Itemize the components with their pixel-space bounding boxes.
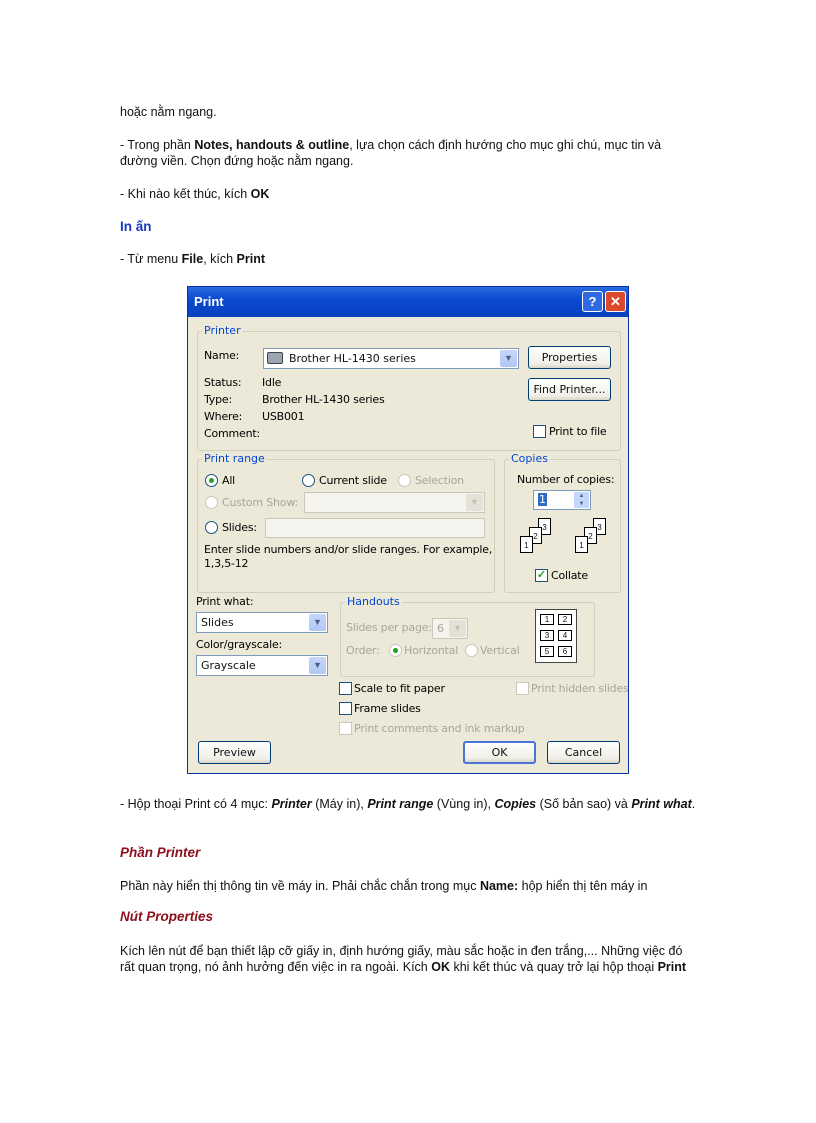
comment-label: Comment: [204, 427, 260, 440]
print-step: - Từ menu File, kích Print [120, 252, 266, 266]
vertical-label: Vertical [480, 644, 520, 657]
chevron-down-icon: ▼ [500, 350, 517, 367]
range-help-example: 1,3,5-12 [204, 557, 249, 570]
vertical-radio[interactable] [465, 644, 478, 657]
dialog-caption: - Hộp thoại Print có 4 mục: Printer (Máy in), Print range (Vùng in), Copies (Số bản sao) và Print what. [120, 797, 696, 811]
printer-legend: Printer [204, 324, 241, 337]
all-label: All [222, 474, 236, 487]
dialog-titlebar [188, 287, 628, 317]
current-slide-label: Current slide [319, 474, 387, 487]
selection-radio[interactable] [398, 474, 411, 487]
custom-show-select[interactable] [304, 492, 485, 513]
printer-section-paragraph: Phần này hiển thị thông tin về máy in. Phải chắc chắn trong mục Name: hộp hiển thị tên máy in [120, 879, 648, 893]
chevron-down-icon: ▼ [466, 494, 483, 511]
print-range-legend: Print range [204, 452, 265, 465]
status-label: Status: [204, 376, 242, 389]
scale-to-fit-checkbox[interactable] [339, 682, 352, 695]
color-grayscale-label: Color/grayscale: [196, 638, 283, 651]
spin-down-icon[interactable]: ▼ [574, 500, 589, 508]
printer-name-select[interactable]: Brother HL-1430 series ▼ [263, 348, 519, 369]
current-slide-radio[interactable] [302, 474, 315, 487]
chevron-down-icon: ▼ [449, 620, 466, 637]
type-value: Brother HL-1430 series [262, 393, 385, 406]
collate-label: Collate [551, 569, 588, 582]
copies-spinner[interactable]: 1 ▲ ▼ [533, 490, 591, 510]
print-heading: In ấn [120, 219, 152, 234]
all-radio[interactable] [205, 474, 218, 487]
intro-line: hoặc nằm ngang. [120, 105, 217, 119]
print-what-label: Print what: [196, 595, 254, 608]
properties-section-paragraph: Kích lên nút để bạn thiết lập cỡ giấy in, định hướng giấy, màu sắc hoặc in đen trắng,... Những việc đó rất quan trọng, nó ảnh hưởng đến việc in ra ngoài. Kích OK khi kết thúc và quay trở lại hộp thoại Print [120, 944, 687, 974]
frame-slides-label: Frame slides [354, 702, 421, 715]
handouts-legend: Handouts [347, 595, 400, 608]
find-printer-button[interactable]: Find Printer... [528, 378, 611, 401]
where-value: USB001 [262, 410, 305, 423]
number-of-copies-label: Number of copies: [517, 473, 615, 486]
ok-button[interactable]: OK [463, 741, 536, 764]
slides-input[interactable] [265, 518, 485, 538]
slides-per-page-label: Slides per page: [346, 621, 432, 634]
color-grayscale-select[interactable]: Grayscale ▼ [196, 655, 328, 676]
print-hidden-label: Print hidden slides [531, 682, 629, 695]
notes-paragraph: - Trong phần Notes, handouts & outline, lựa chọn cách định hướng cho mục ghi chú, mục tin và đường viền. Chọn đứng hoặc nằm ngang. [120, 138, 662, 168]
order-label: Order: [346, 644, 380, 657]
print-comments-checkbox[interactable] [339, 722, 352, 735]
print-to-file-checkbox[interactable] [533, 425, 546, 438]
collate-checkbox[interactable]: ✓ [536, 569, 547, 581]
chevron-down-icon: ▼ [309, 614, 326, 631]
name-label: Name: [204, 349, 240, 362]
range-help-text: Enter slide numbers and/or slide ranges. For example, [204, 543, 493, 556]
slides-label: Slides: [222, 521, 257, 534]
selection-label: Selection [415, 474, 464, 487]
where-label: Where: [204, 410, 243, 423]
frame-slides-checkbox[interactable] [339, 702, 352, 715]
help-icon[interactable]: ? [582, 291, 603, 312]
printer-icon [267, 352, 283, 364]
horizontal-radio[interactable] [389, 644, 402, 657]
ok-paragraph: - Khi nào kết thúc, kích OK [120, 187, 270, 201]
properties-button[interactable]: Properties [528, 346, 611, 369]
horizontal-label: Horizontal [404, 644, 459, 657]
slides-radio[interactable] [205, 521, 218, 534]
cancel-button[interactable]: Cancel [547, 741, 620, 764]
chevron-down-icon: ▼ [309, 657, 326, 674]
preview-button[interactable]: Preview [198, 741, 271, 764]
slides-per-page-select[interactable]: 6 ▼ [432, 618, 468, 639]
close-icon[interactable]: ✕ [605, 291, 626, 312]
custom-show-radio[interactable] [205, 496, 218, 509]
print-hidden-checkbox[interactable] [516, 682, 529, 695]
copies-legend: Copies [511, 452, 548, 465]
handout-layout-preview: 1 2 3 4 5 6 [535, 609, 577, 663]
spin-up-icon[interactable]: ▲ [574, 492, 589, 500]
print-dialog: Print ? ✕ Printer Name: Brother HL-1430 series ▼ Status: Idle Type: Brother HL-1430 series Where: USB001 Comment: Properties Find Printer... Print to file Print range All Current slide Selection Custom Show: ▼ Slides: Enter slide numbers and/or slide ranges. For example, 1,3,5-12 Copies Number of copies: 1 ▲ ▼ 3 2 1 3 2 1 ✓ Collate Print what: Slides ▼ Color/grayscale: Grayscale ▼ Handouts Slides per page: 6 ▼ Order: Horizontal Vertical 1 2 3 4 5 6 Scale to fit paper Frame slides Print comments and ink markup Print hidden slides Preview OK Cancel [187, 286, 629, 774]
printer-section-heading: Phần Printer [120, 845, 201, 860]
properties-section-heading: Nút Properties [120, 909, 214, 924]
dialog-title: Print [194, 294, 224, 309]
scale-to-fit-label: Scale to fit paper [354, 682, 445, 695]
status-value: Idle [262, 376, 282, 389]
print-to-file-label: Print to file [549, 425, 607, 438]
type-label: Type: [204, 393, 232, 406]
print-comments-label: Print comments and ink markup [354, 722, 525, 735]
custom-show-label: Custom Show: [222, 496, 299, 509]
print-what-select[interactable]: Slides ▼ [196, 612, 328, 633]
